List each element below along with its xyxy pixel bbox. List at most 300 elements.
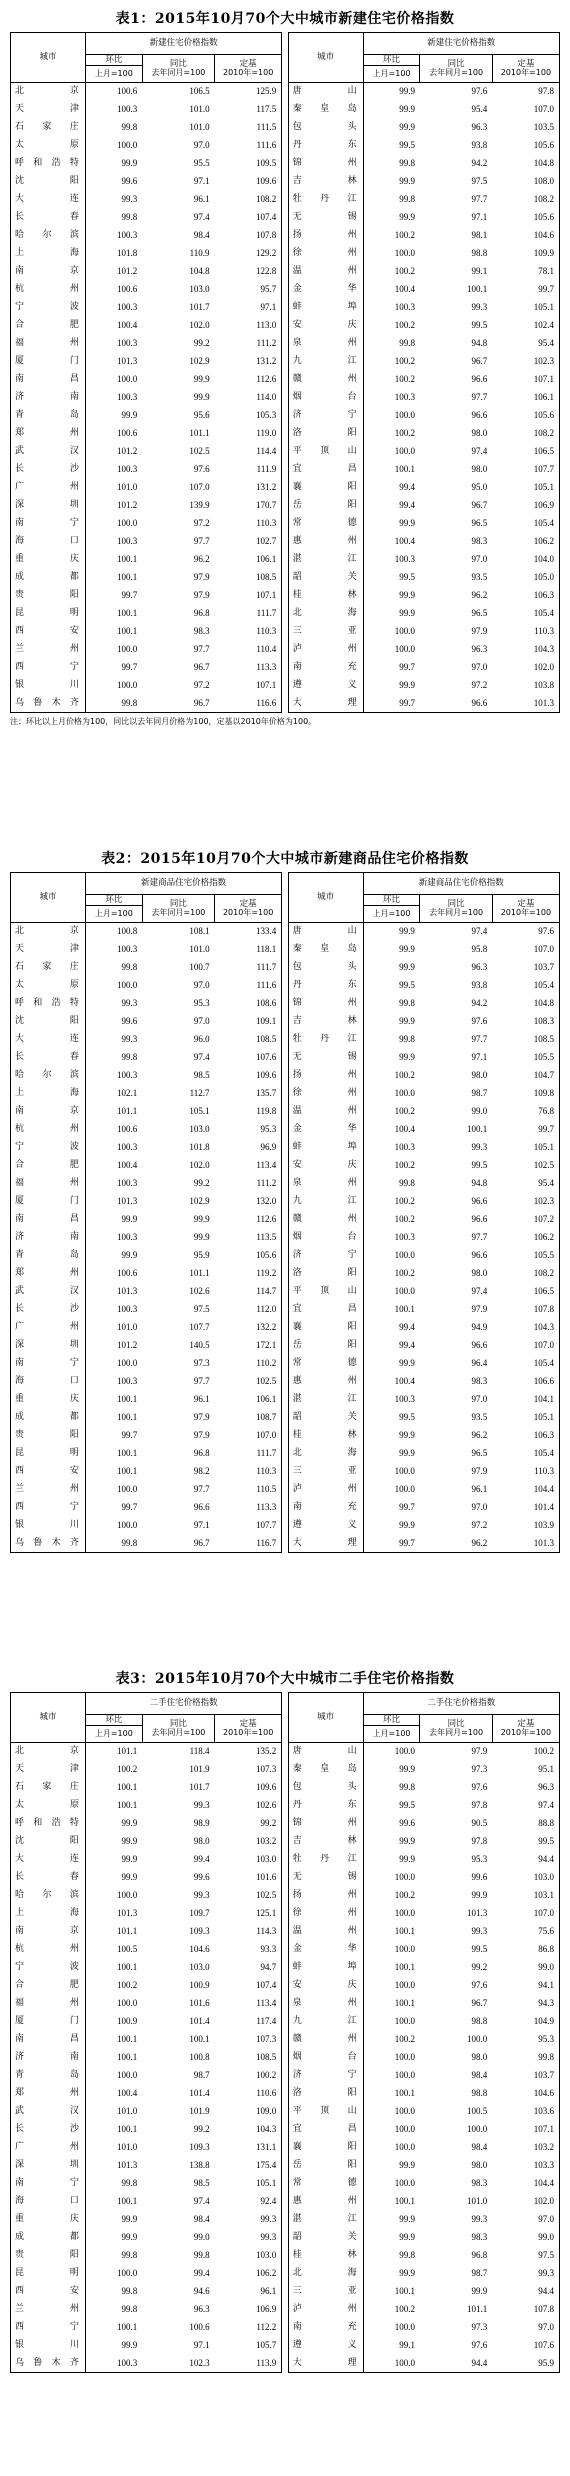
city-name-cell: 湛江 (288, 1391, 363, 1409)
table-row (11, 209, 560, 227)
yoy-value-cell: 97.7 (193, 536, 210, 546)
city-column-header: 城市 (288, 1693, 363, 1743)
mom-value-cell: 100.1 (116, 2052, 138, 2062)
table-row (11, 263, 560, 281)
mom-value-cell: 101.3 (116, 1286, 138, 1296)
yoy-value-cell: 98.0 (193, 1836, 210, 1846)
base-value-cell: 105.4 (492, 515, 559, 533)
index-group-header: 二手住宅价格指数 (85, 1693, 281, 1715)
city-name-cell: 桂林 (288, 2247, 363, 2265)
base-value-cell: 112.6 (215, 371, 282, 389)
base-value-cell: 107.4 (215, 1977, 282, 1995)
mom-value-cell: 101.1 (85, 1743, 142, 1761)
mom-value-cell: 100.2 (394, 2304, 415, 2314)
yoy-sub-label: 去年同月=100 (151, 67, 206, 77)
yoy-value-cell: 99.5 (471, 1944, 488, 1954)
base-value-cell: 103.8 (492, 677, 559, 695)
yoy-value-cell: 100.6 (189, 2322, 210, 2332)
yoy-value-cell: 95.5 (193, 158, 210, 168)
base-value-cell: 113.4 (215, 1157, 282, 1175)
table-row (11, 281, 560, 299)
mom-value-cell: 100.4 (394, 284, 415, 294)
city-name-cell: 惠州 (288, 533, 363, 551)
base-value-cell: 106.9 (215, 2301, 282, 2319)
base-value-cell: 125.1 (215, 1905, 282, 1923)
base-value-cell: 104.7 (492, 1067, 559, 1085)
yoy-value-cell: 103.0 (189, 284, 210, 294)
yoy-value-cell: 97.4 (420, 923, 492, 941)
city-name-cell: 太原 (11, 137, 86, 155)
city-name-cell: 三亚 (288, 2283, 363, 2301)
table-row (11, 317, 560, 335)
table-row (11, 227, 560, 245)
yoy-value-cell: 96.7 (471, 1998, 488, 2008)
yoy-value-cell: 99.4 (193, 2268, 210, 2278)
mom-value-cell: 99.9 (121, 1872, 138, 1882)
city-name-cell: 南宁 (11, 2175, 86, 2193)
mom-value-cell: 100.1 (394, 2286, 415, 2296)
base-value-cell: 99.2 (215, 1815, 282, 1833)
mom-value-cell: 99.8 (399, 1782, 415, 1792)
table-row (11, 1427, 560, 1445)
city-name-cell: 惠州 (288, 1373, 363, 1391)
yoy-value-cell: 139.9 (189, 500, 210, 510)
table-row (11, 1445, 560, 1463)
mom-value-cell: 100.0 (116, 2268, 138, 2278)
mom-value-cell: 100.0 (394, 1286, 415, 1296)
yoy-value-cell: 96.7 (193, 662, 210, 672)
base-value-cell: 103.5 (492, 119, 559, 137)
yoy-value-cell: 97.1 (471, 212, 488, 222)
yoy-value-cell: 98.5 (193, 1070, 210, 1080)
table-title: 表2：2015年10月70个大中城市新建商品住宅价格指数 (101, 851, 469, 867)
mom-value-cell: 100.1 (116, 2322, 138, 2332)
price-index-table (10, 872, 560, 1553)
city-name-cell: 泸州 (288, 2301, 363, 2319)
yoy-sub-label: 去年同月=100 (151, 1727, 206, 1737)
yoy-value-cell: 97.9 (471, 1304, 488, 1314)
mom-value-cell: 99.7 (399, 1502, 415, 1512)
mom-value-cell: 99.3 (121, 998, 138, 1008)
yoy-value-cell: 99.1 (471, 266, 488, 276)
city-name-cell: 武汉 (11, 2103, 86, 2121)
base-value-cell: 97.1 (215, 299, 282, 317)
base-value-cell: 99.0 (492, 2229, 559, 2247)
yoy-value-cell: 99.9 (193, 392, 210, 402)
city-name-cell: 石家庄 (11, 1779, 86, 1797)
yoy-sub-label: 去年同月=100 (429, 907, 484, 917)
yoy-value-cell: 100.0 (467, 2034, 488, 2044)
base-value-cell: 104.3 (492, 1319, 559, 1337)
table-row (11, 1283, 560, 1301)
table-row (11, 2085, 560, 2103)
city-name-cell: 深圳 (11, 2157, 86, 2175)
mom-value-cell: 100.0 (363, 1743, 420, 1761)
yoy-value-cell: 101.1 (467, 2304, 488, 2314)
city-name-cell: 平顶山 (288, 443, 363, 461)
mom-header: 环比 (85, 1715, 142, 1726)
mom-value-cell: 100.0 (394, 1980, 415, 1990)
yoy-value-cell: 95.9 (193, 1250, 210, 1260)
table-row (11, 2229, 560, 2247)
mom-value-cell: 100.1 (116, 1962, 138, 1972)
base-value-cell: 103.6 (492, 2103, 559, 2121)
city-name-cell: 北京 (11, 1743, 86, 1761)
yoy-value-cell: 97.9 (471, 1466, 488, 1476)
city-name-cell: 济宁 (288, 2067, 363, 2085)
table-row (11, 497, 560, 515)
table-row (11, 2193, 560, 2211)
yoy-value-cell: 101.4 (189, 2088, 210, 2098)
mom-value-cell: 100.3 (116, 230, 138, 240)
city-name-cell: 长沙 (11, 1301, 86, 1319)
header-row (11, 873, 560, 895)
yoy-value-cell: 110.9 (189, 248, 210, 258)
table-row (11, 2265, 560, 2283)
mom-value-cell: 99.7 (121, 590, 138, 600)
base-value-cell: 99.3 (492, 2265, 559, 2283)
table-row (11, 2283, 560, 2301)
city-name-cell: 天津 (11, 1761, 86, 1779)
yoy-value-cell: 104.6 (189, 1944, 210, 1954)
yoy-value-cell: 98.0 (471, 1070, 488, 1080)
city-name-cell: 大理 (288, 2355, 363, 2373)
city-name-cell: 西安 (11, 623, 86, 641)
city-name-cell: 济宁 (288, 407, 363, 425)
city-name-cell: 平顶山 (288, 1283, 363, 1301)
mom-value-cell: 100.6 (116, 1268, 138, 1278)
mom-value-cell: 99.3 (121, 1034, 138, 1044)
table-row (11, 1013, 560, 1031)
city-name-cell: 兰州 (11, 2301, 86, 2319)
city-name-cell: 银川 (11, 1517, 86, 1535)
table-row (11, 959, 560, 977)
base-value-cell: 106.5 (492, 443, 559, 461)
mom-value-cell: 99.4 (399, 1322, 415, 1332)
base-value-cell: 106.2 (492, 1229, 559, 1247)
base-value-cell: 119.8 (215, 1103, 282, 1121)
city-name-cell: 昆明 (11, 1445, 86, 1463)
table-row (11, 1815, 560, 1833)
city-name-cell: 徐州 (288, 245, 363, 263)
base-value-cell: 118.1 (215, 941, 282, 959)
yoy-value-cell: 99.6 (193, 1872, 210, 1882)
yoy-value-cell: 98.3 (471, 2178, 488, 2188)
yoy-value-cell: 97.5 (471, 176, 488, 186)
base-value-cell: 110.3 (215, 623, 282, 641)
yoy-value-cell: 102.3 (142, 2355, 214, 2373)
city-name-cell: 北京 (11, 83, 86, 101)
base-value-cell: 105.4 (492, 1445, 559, 1463)
mom-value-cell: 100.3 (116, 392, 138, 402)
base-value-cell: 117.5 (215, 101, 282, 119)
city-name-cell: 大连 (11, 1851, 86, 1869)
city-name-cell: 包头 (288, 1779, 363, 1797)
base-value-cell: 119.2 (215, 1265, 282, 1283)
yoy-value-cell: 98.7 (471, 1088, 488, 1098)
yoy-value-cell: 96.6 (420, 695, 492, 713)
city-name-cell: 南充 (288, 1499, 363, 1517)
city-name-cell: 合肥 (11, 1157, 86, 1175)
mom-value-cell: 100.6 (116, 1124, 138, 1134)
yoy-value-cell: 101.0 (189, 104, 210, 114)
table-row (11, 1355, 560, 1373)
mom-value-cell: 99.9 (399, 518, 415, 528)
table-row (11, 119, 560, 137)
yoy-value-cell: 96.6 (471, 1196, 488, 1206)
mom-value-cell: 100.1 (394, 2088, 415, 2098)
city-name-cell: 赣州 (288, 2031, 363, 2049)
base-header (215, 895, 282, 923)
mom-value-cell: 99.9 (399, 680, 415, 690)
mom-value-cell: 99.5 (399, 572, 415, 582)
city-name-cell: 遵义 (288, 2337, 363, 2355)
mom-value-cell: 100.1 (116, 1782, 138, 1792)
base-value-cell: 111.6 (215, 977, 282, 995)
base-value-cell: 105.4 (492, 1355, 559, 1373)
yoy-value-cell: 97.4 (471, 1286, 488, 1296)
base-value-cell: 102.3 (492, 1193, 559, 1211)
city-name-cell: 重庆 (11, 551, 86, 569)
table-row (11, 137, 560, 155)
base-value-cell: 95.4 (492, 335, 559, 353)
mom-value-cell: 100.2 (394, 1214, 415, 1224)
base-label: 定基 (239, 59, 257, 70)
city-name-cell: 广州 (11, 1319, 86, 1337)
base-value-cell: 108.2 (492, 1265, 559, 1283)
mom-value-cell: 100.3 (116, 464, 138, 474)
mom-value-cell: 99.8 (121, 2286, 138, 2296)
yoy-value-cell: 96.2 (471, 590, 488, 600)
base-value-cell: 101.3 (492, 695, 559, 713)
mom-value-cell: 99.5 (399, 1412, 415, 1422)
mom-value-cell: 101.3 (116, 356, 138, 366)
mom-value-cell: 99.9 (121, 2214, 138, 2224)
city-name-cell: 海口 (11, 1373, 86, 1391)
yoy-value-cell: 97.4 (471, 446, 488, 456)
mom-value-cell: 99.9 (121, 1836, 138, 1846)
table-row (11, 1995, 560, 2013)
base-value-cell: 112.0 (215, 1301, 282, 1319)
yoy-value-cell: 99.9 (193, 1214, 210, 1224)
base-value-cell: 103.9 (492, 1517, 559, 1535)
base-value-cell: 96.3 (492, 1779, 559, 1797)
yoy-value-cell: 98.0 (471, 428, 488, 438)
mom-value-cell: 99.8 (399, 998, 415, 1008)
base-value-cell: 95.3 (215, 1121, 282, 1139)
mom-value-cell: 101.2 (116, 1340, 138, 1350)
table-row (11, 2013, 560, 2031)
base-value-cell: 110.5 (215, 1481, 282, 1499)
yoy-value-cell: 103.0 (189, 1962, 210, 1972)
city-name-cell: 锦州 (288, 995, 363, 1013)
yoy-sub-label: 去年同月=100 (429, 67, 484, 77)
city-name-cell: 泸州 (288, 1481, 363, 1499)
yoy-value-cell: 96.2 (420, 1535, 492, 1553)
base-value-cell: 104.6 (492, 2085, 559, 2103)
table-row (11, 1887, 560, 1905)
base-value-cell: 110.3 (492, 623, 559, 641)
city-name-cell: 包头 (288, 119, 363, 137)
yoy-value-cell: 98.0 (471, 464, 488, 474)
base-value-cell: 95.3 (492, 2031, 559, 2049)
city-name-cell: 安庆 (288, 317, 363, 335)
mom-sub-header: 上月=100 (85, 906, 142, 923)
city-name-cell: 无锡 (288, 1869, 363, 1887)
city-name-cell: 九江 (288, 1193, 363, 1211)
base-value-cell: 113.0 (215, 317, 282, 335)
yoy-value-cell: 98.8 (471, 2016, 488, 2026)
base-value-cell: 94.7 (215, 1959, 282, 1977)
yoy-value-cell: 96.6 (471, 1214, 488, 1224)
yoy-value-cell: 102.9 (189, 356, 210, 366)
city-name-cell: 西安 (11, 2283, 86, 2301)
base-value-cell: 75.6 (492, 1923, 559, 1941)
base-value-cell: 102.5 (215, 1887, 282, 1905)
city-name-cell: 兰州 (11, 641, 86, 659)
base-value-cell: 86.8 (492, 1941, 559, 1959)
table-row (11, 641, 560, 659)
city-name-cell: 福州 (11, 1995, 86, 2013)
base-value-cell: 113.3 (215, 1499, 282, 1517)
yoy-value-cell: 96.8 (193, 1448, 210, 1458)
mom-value-cell: 99.9 (363, 83, 420, 101)
city-column-header: 城市 (288, 33, 363, 83)
yoy-value-cell: 97.0 (193, 1016, 210, 1026)
yoy-value-cell: 96.6 (471, 374, 488, 384)
city-name-cell: 济南 (11, 2049, 86, 2067)
yoy-value-cell: 97.4 (193, 2196, 210, 2206)
mom-value-cell: 99.9 (399, 1764, 415, 1774)
mom-value-cell: 99.9 (399, 1448, 415, 1458)
base-value-cell: 94.3 (492, 1995, 559, 2013)
table-row (11, 623, 560, 641)
base-value-cell: 99.7 (492, 1121, 559, 1139)
city-name-cell: 唐山 (288, 923, 363, 941)
city-name-cell: 宁波 (11, 299, 86, 317)
yoy-value-cell: 101.1 (189, 1268, 210, 1278)
base-value-cell: 111.2 (215, 1175, 282, 1193)
table-row (11, 1265, 560, 1283)
mom-sub-header: 上月=100 (363, 1726, 420, 1743)
base-value-cell: 111.6 (215, 137, 282, 155)
mom-value-cell: 99.9 (121, 410, 138, 420)
base-value-cell: 108.0 (492, 173, 559, 191)
base-sub-label: 2010年=100 (500, 67, 552, 77)
base-value-cell: 106.2 (492, 533, 559, 551)
yoy-value-cell: 100.8 (189, 2052, 210, 2062)
yoy-value-cell: 97.7 (471, 1232, 488, 1242)
yoy-value-cell: 99.5 (471, 1160, 488, 1170)
base-value-cell: 105.7 (215, 2337, 282, 2355)
mom-value-cell: 100.3 (116, 1376, 138, 1386)
mom-value-cell: 100.6 (85, 83, 142, 101)
table-row (11, 1779, 560, 1797)
base-value-cell: 133.4 (215, 923, 282, 941)
base-value-cell: 131.2 (215, 479, 282, 497)
mom-value-cell: 99.4 (399, 1340, 415, 1350)
city-name-cell: 沈阳 (11, 1833, 86, 1851)
city-name-cell: 深圳 (11, 497, 86, 515)
mom-value-cell: 99.7 (399, 662, 415, 672)
mom-value-cell: 100.1 (116, 1448, 138, 1458)
city-name-cell: 沈阳 (11, 1013, 86, 1031)
base-sub-label: 2010年=100 (500, 907, 552, 917)
yoy-label: 同比 (169, 59, 187, 70)
mom-value-cell: 100.0 (394, 2106, 415, 2116)
base-value-cell: 103.1 (492, 1887, 559, 1905)
yoy-header (142, 55, 214, 83)
yoy-value-cell: 97.7 (193, 1484, 210, 1494)
mom-value-cell: 100.4 (394, 536, 415, 546)
yoy-value-cell: 96.7 (471, 500, 488, 510)
base-label: 定基 (239, 1719, 257, 1730)
city-name-cell: 韶关 (288, 1409, 363, 1427)
price-index-table (10, 32, 560, 713)
city-name-cell: 深圳 (11, 1337, 86, 1355)
base-value-cell: 106.5 (492, 1283, 559, 1301)
mom-value-cell: 101.3 (116, 1908, 138, 1918)
city-name-cell: 太原 (11, 1797, 86, 1815)
mom-value-cell: 99.9 (399, 608, 415, 618)
city-name-cell: 福州 (11, 335, 86, 353)
table-row (11, 941, 560, 959)
mom-value-cell: 100.0 (394, 2322, 415, 2332)
mom-value-cell: 99.9 (121, 158, 138, 168)
city-name-cell: 宜昌 (288, 1301, 363, 1319)
mom-value-cell: 100.1 (394, 1926, 415, 1936)
base-value-cell: 103.2 (215, 1833, 282, 1851)
mom-value-cell: 101.2 (116, 446, 138, 456)
base-value-cell: 92.4 (215, 2193, 282, 2211)
base-value-cell: 107.8 (492, 2301, 559, 2319)
city-name-cell: 吉林 (288, 1833, 363, 1851)
table-row (11, 407, 560, 425)
city-name-cell: 长春 (11, 209, 86, 227)
city-name-cell: 杭州 (11, 1121, 86, 1139)
yoy-value-cell: 98.0 (471, 2052, 488, 2062)
yoy-value-cell: 98.7 (193, 2070, 210, 2080)
base-value-cell: 94.1 (492, 1977, 559, 1995)
mom-value-cell: 100.2 (116, 1764, 138, 1774)
base-value-cell: 109.6 (215, 173, 282, 191)
yoy-value-cell: 96.7 (471, 356, 488, 366)
city-name-cell: 太原 (11, 977, 86, 995)
base-value-cell: 129.2 (215, 245, 282, 263)
base-value-cell: 104.4 (492, 2175, 559, 2193)
yoy-value-cell: 98.1 (471, 230, 488, 240)
yoy-value-cell: 96.1 (471, 1484, 488, 1494)
city-name-cell: 扬州 (288, 1887, 363, 1905)
base-value-cell: 96.1 (215, 2283, 282, 2301)
city-name-cell: 赣州 (288, 1211, 363, 1229)
yoy-value-cell: 94.2 (471, 998, 488, 1008)
base-value-cell: 99.0 (492, 1959, 559, 1977)
base-label: 定基 (517, 1719, 535, 1730)
mom-value-cell: 100.0 (363, 2355, 420, 2373)
yoy-label: 同比 (169, 899, 187, 910)
mom-value-cell: 99.9 (399, 212, 415, 222)
yoy-value-cell: 96.3 (471, 644, 488, 654)
mom-value-cell: 100.2 (394, 2034, 415, 2044)
mom-value-cell: 100.3 (85, 2355, 142, 2373)
mom-value-cell: 100.0 (394, 2016, 415, 2026)
mom-value-cell: 99.9 (363, 923, 420, 941)
base-label: 定基 (517, 59, 535, 70)
mom-value-cell: 100.0 (116, 1890, 138, 1900)
yoy-value-cell: 96.8 (471, 2250, 488, 2260)
yoy-value-cell: 98.3 (471, 536, 488, 546)
